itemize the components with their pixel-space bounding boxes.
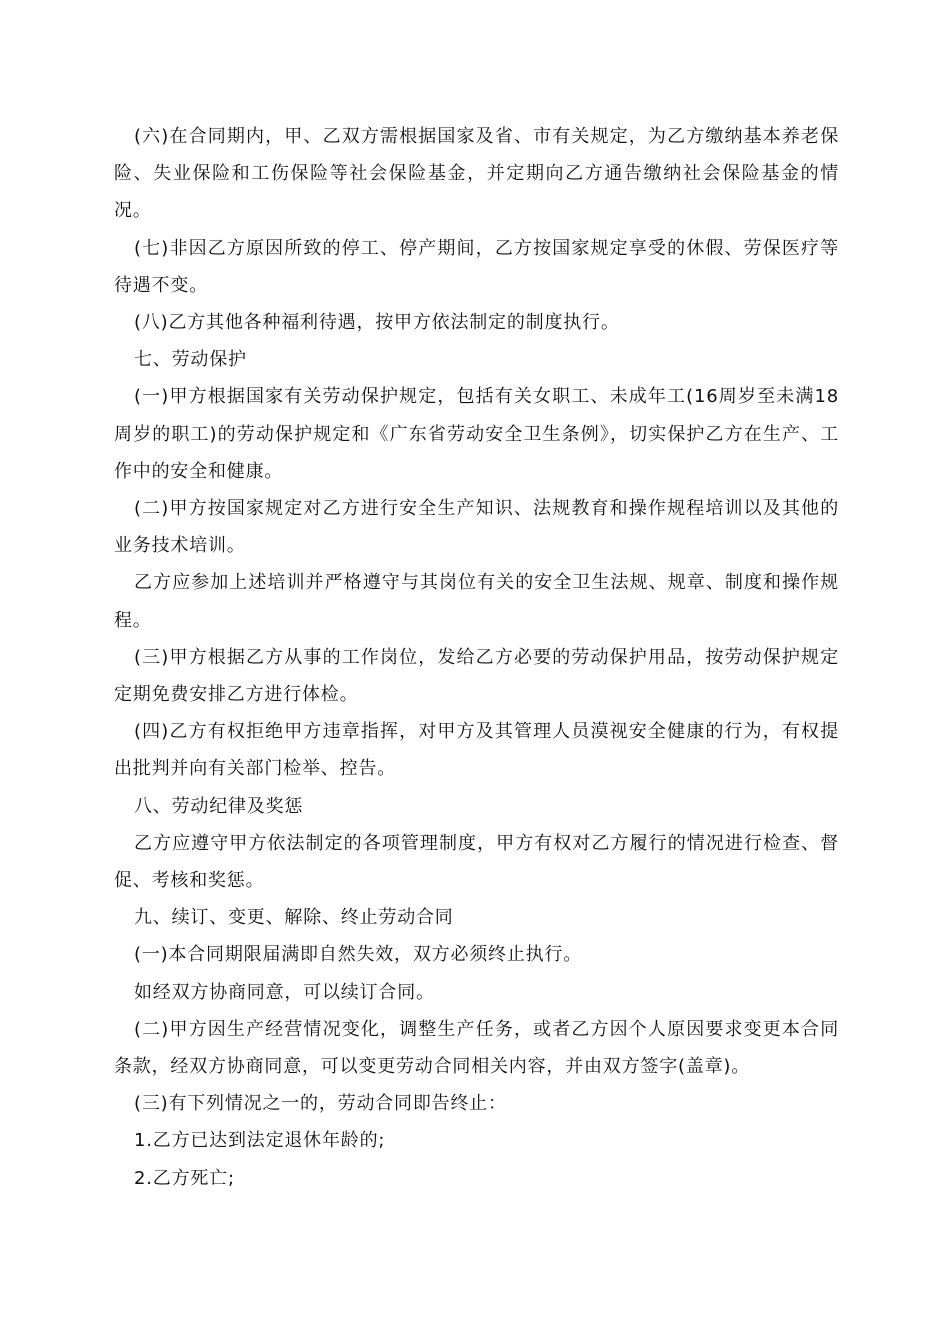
paragraph-4-refusal-rights: (四)乙方有权拒绝甲方违章指挥，对甲方及其管理人员漠视安全健康的行为，有权提出批判并向有关部门检举、控告。 [114,721,839,780]
paragraph-6-social-insurance: (六)在合同期内，甲、乙双方需根据国家及省、市有关规定，为乙方缴纳基本养老保险、失业保险和工伤保险等社会保险基金，并定期向乙方通告缴纳社会保险基金的情况。 [114,126,839,222]
paragraph-renewal: 如经双方协商同意，可以续订合同。 [134,981,435,1003]
list-item-retirement: 1.乙方已达到法定退休年龄的; [134,1130,386,1152]
section-heading-labor-protection: 七、劳动保护 [134,349,247,371]
paragraph-1-protection-rules: (一)甲方根据国家有关劳动保护规定，包括有关女职工、未成年工(16周岁至未满18周岁的职工)的劳动保护规定和《广东省劳动安全卫生条例》，切实保护乙方在生产、工作中的安全和健康。 [114,386,839,482]
paragraph-3-termination-conditions: (三)有下列情况之一的，劳动合同即告终止： [134,1093,507,1115]
paragraph-3-protective-equipment: (三)甲方根据乙方从事的工作岗位，发给乙方必要的劳动保护用品，按劳动保护规定定期免费安排乙方进行体检。 [114,646,839,706]
section-heading-discipline: 八、劳动纪律及奖惩 [134,795,304,817]
paragraph-training-obligation: 乙方应参加上述培训并严格遵守与其岗位有关的安全卫生法规、规章、制度和操作规程。 [114,572,839,631]
paragraph-8-welfare: (八)乙方其他各种福利待遇，按甲方依法制定的制度执行。 [134,312,620,334]
list-item-death: 2.乙方死亡; [134,1167,235,1189]
document-body [114,118,839,1197]
paragraph-1-expiry: (一)本合同期限届满即自然失效，双方必须终止执行。 [134,944,583,966]
paragraph-2-training: (二)甲方按国家规定对乙方进行安全生产知识、法规教育和操作规程培训以及其他的业务技术培训。 [114,498,839,557]
paragraph-7-suspension-benefits: (七)非因乙方原因所致的停工、停产期间，乙方按国家规定享受的休假、劳保医疗等待遇不变。 [114,237,839,296]
paragraph-discipline-rules: 乙方应遵守甲方依法制定的各项管理制度，甲方有权对乙方履行的情况进行检查、督促、考核和奖惩。 [114,832,839,892]
section-heading-contract-changes: 九、续订、变更、解除、终止劳动合同 [134,907,454,929]
paragraph-2-modification: (二)甲方因生产经营情况变化，调整生产任务，或者乙方因个人原因要求变更本合同条款，经双方协商同意，可以变更劳动合同相关内容，并由双方签字(盖章)。 [114,1018,839,1078]
